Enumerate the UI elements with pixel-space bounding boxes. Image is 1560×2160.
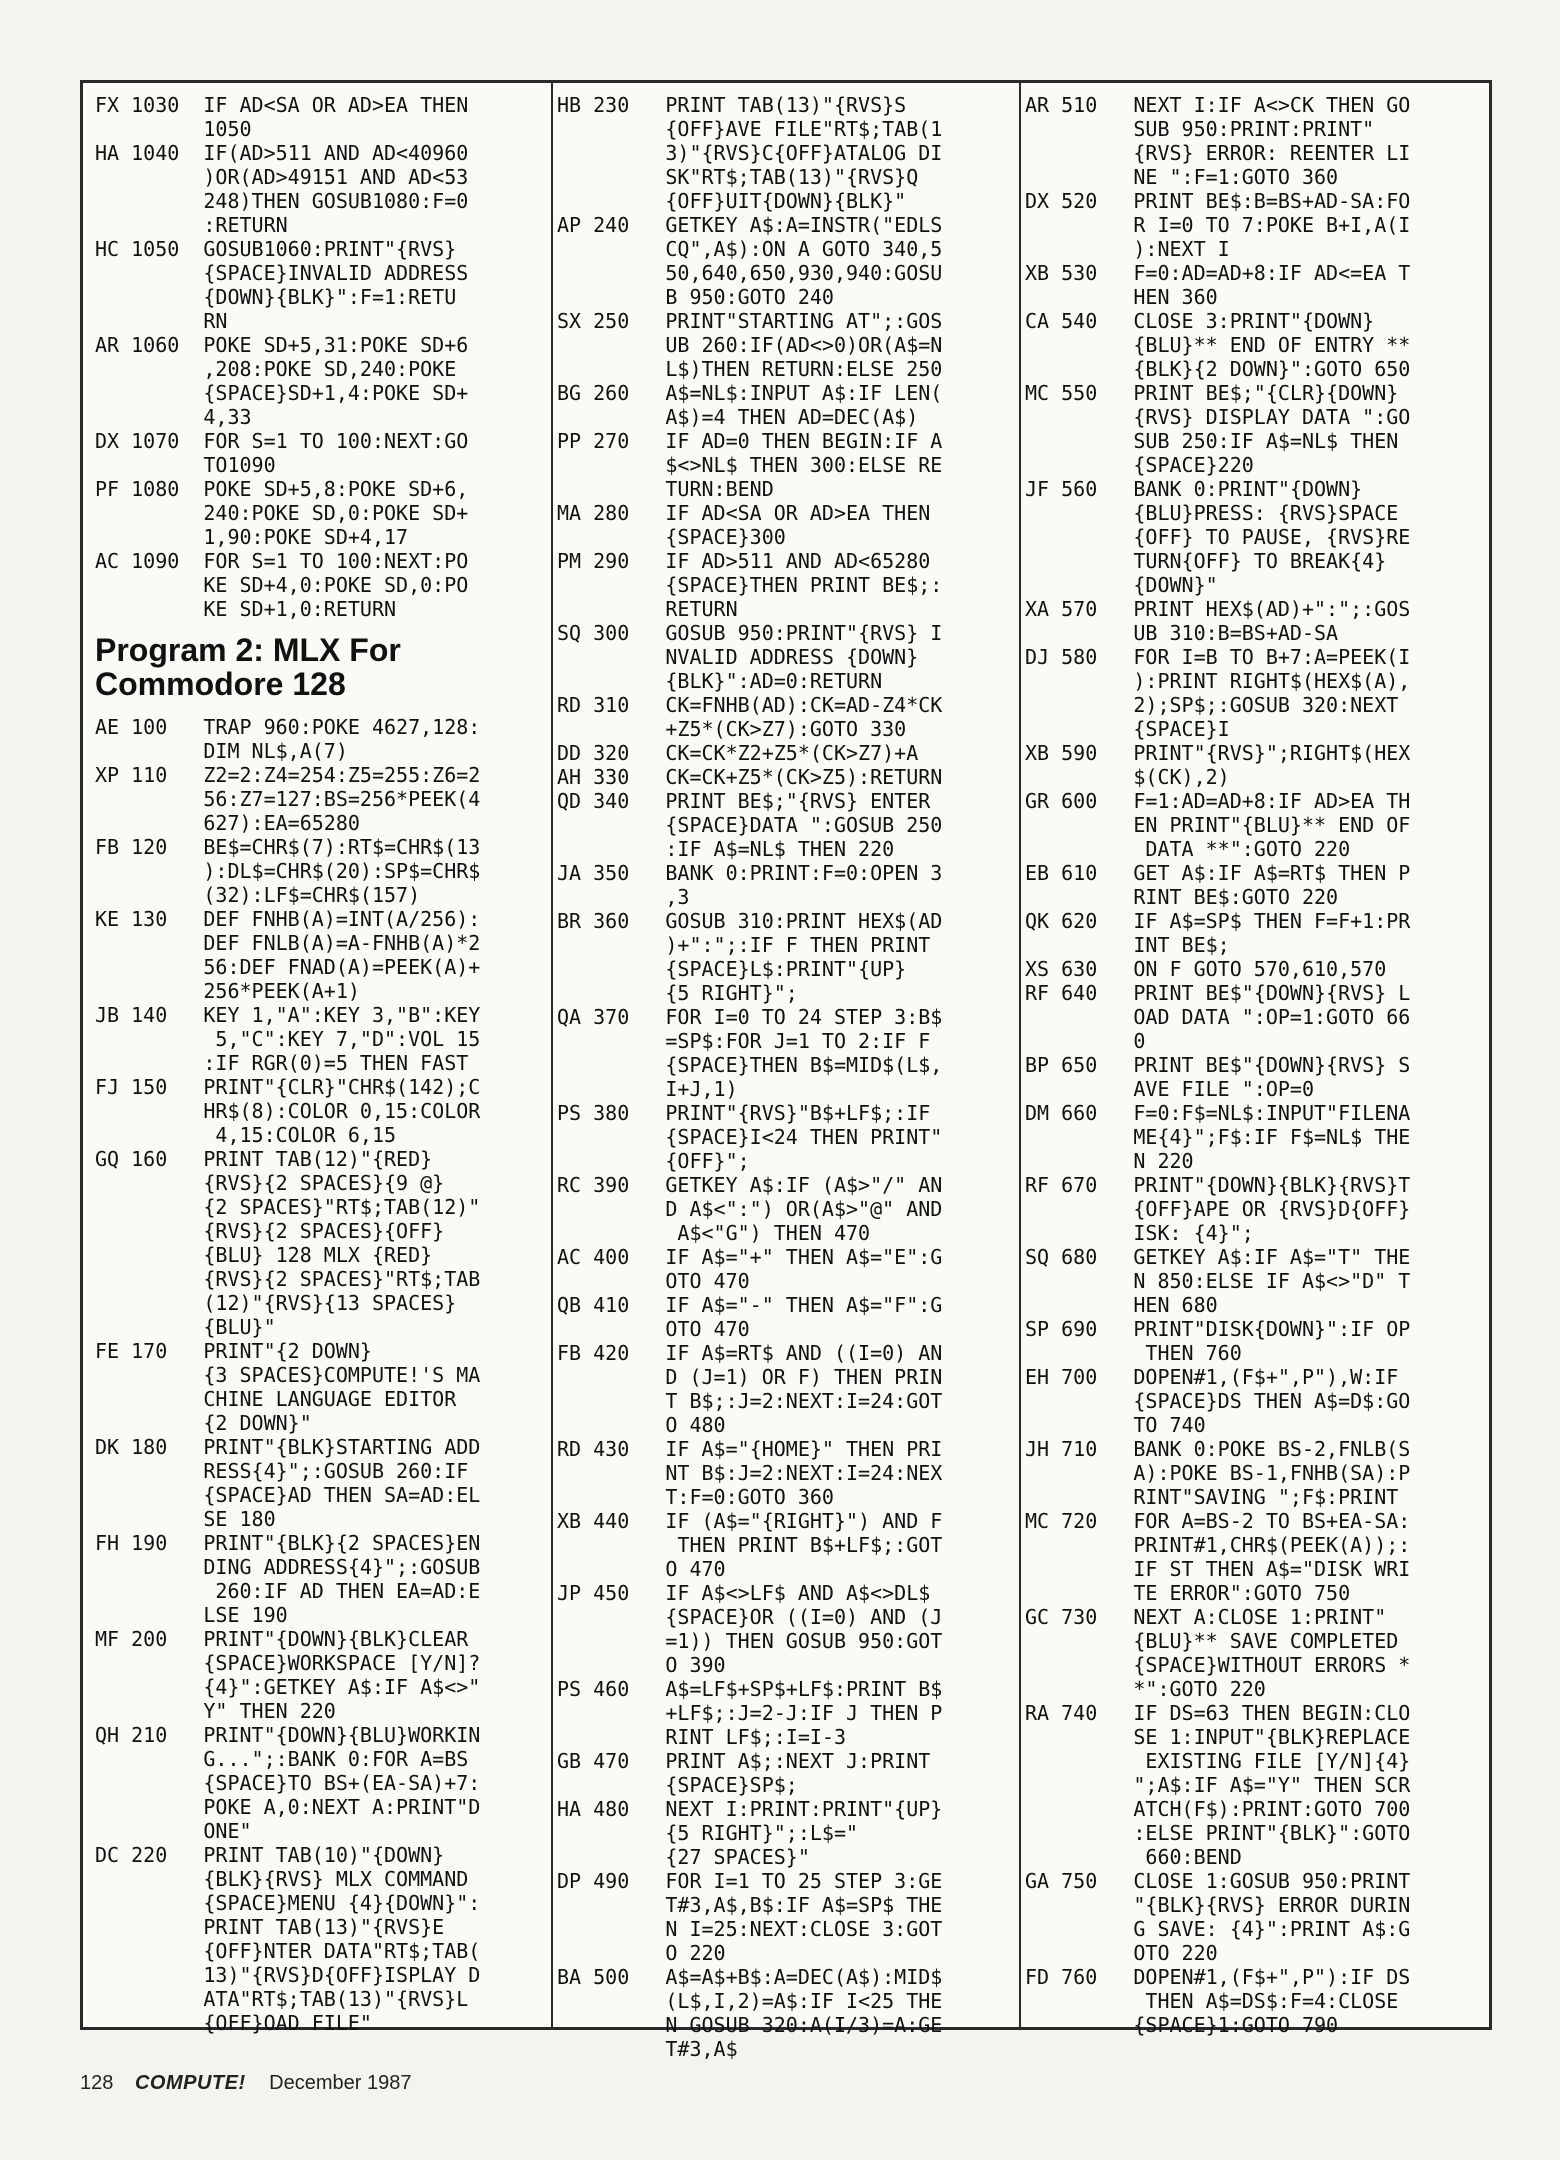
code-line: ONE"	[95, 1819, 252, 1843]
code-line: RF 640 PRINT BE$"{DOWN}{RVS} L	[1025, 981, 1411, 1005]
code-line: {OFF}NTER DATA"RT$;TAB(	[95, 1939, 481, 1963]
code-line: PP 270 IF AD=0 THEN BEGIN:IF A	[557, 429, 943, 453]
column-divider-1	[551, 83, 553, 2027]
code-line: {RVS} DISPLAY DATA ":GO	[1025, 405, 1411, 429]
code-line: OTO 220	[1025, 1941, 1218, 1965]
code-line: AH 330 CK=CK+Z5*(CK>Z5):RETURN	[557, 765, 943, 789]
code-line: HA 1040 IF(AD>511 AND AD<40960	[95, 141, 469, 165]
code-line: I+J,1)	[557, 1077, 738, 1101]
code-line: GC 730 NEXT A:CLOSE 1:PRINT"	[1025, 1605, 1387, 1629]
code-line: 256*PEEK(A+1)	[95, 979, 360, 1003]
code-line: O 220	[557, 1941, 726, 1965]
code-line: EXISTING FILE [Y/N]{4}	[1025, 1749, 1411, 1773]
code-line: SE 1:INPUT"{BLK}REPLACE	[1025, 1725, 1411, 1749]
code-line: FB 120 BE$=CHR$(7):RT$=CHR$(13	[95, 835, 481, 859]
code-line: A):POKE BS-1,FNHB(SA):P	[1025, 1461, 1411, 1485]
code-line: XA 570 PRINT HEX$(AD)+":";:GOS	[1025, 597, 1411, 621]
code-line: ,3	[557, 885, 690, 909]
code-line: SQ 300 GOSUB 950:PRINT"{RVS} I	[557, 621, 943, 645]
code-line: DEF FNLB(A)=A-FNHB(A)*2	[95, 931, 481, 955]
code-line: {BLU}** END OF ENTRY **	[1025, 333, 1411, 357]
code-line: {BLU}** SAVE COMPLETED	[1025, 1629, 1399, 1653]
code-line: GA 750 CLOSE 1:GOSUB 950:PRINT	[1025, 1869, 1411, 1893]
code-line: IF ST THEN A$="DISK WRI	[1025, 1557, 1411, 1581]
code-line: OTO 470	[557, 1317, 750, 1341]
code-line: 56:DEF FNAD(A)=PEEK(A)+	[95, 955, 481, 979]
code-line: {27 SPACES}"	[557, 1845, 810, 1869]
code-line: NVALID ADDRESS {DOWN}	[557, 645, 919, 669]
code-line: FB 420 IF A$=RT$ AND ((I=0) AN	[557, 1341, 943, 1365]
code-line: FD 760 DOPEN#1,(F$+",P"):IF DS	[1025, 1965, 1411, 1989]
code-line: HC 1050 GOSUB1060:PRINT"{RVS}	[95, 237, 457, 261]
code-line: BA 500 A$=A$+B$:A=DEC(A$):MID$	[557, 1965, 943, 1989]
code-line: D A$<":") OR(A$>"@" AND	[557, 1197, 943, 1221]
code-line: :RETURN	[95, 213, 288, 237]
code-line: DM 660 F=0:F$=NL$:INPUT"FILENA	[1025, 1101, 1411, 1125]
code-line: {2 SPACES}"RT$;TAB(12)"	[95, 1195, 481, 1219]
code-line: INT BE$;	[1025, 933, 1230, 957]
code-line: ISK: {4}";	[1025, 1221, 1254, 1245]
code-line: PRINT#1,CHR$(PEEK(A));:	[1025, 1533, 1411, 1557]
code-line: {SPACE}L$:PRINT"{UP}	[557, 957, 907, 981]
code-line: THEN A$=DS$:F=4:CLOSE	[1025, 1989, 1399, 2013]
code-line: {SPACE}WITHOUT ERRORS *	[1025, 1653, 1411, 1677]
code-line: PRINT TAB(13)"{RVS}E	[95, 1915, 445, 1939]
code-line: A$<"G") THEN 470	[557, 1221, 871, 1245]
code-line: POKE A,0:NEXT A:PRINT"D	[95, 1795, 481, 1819]
code-line: {RVS}{2 SPACES}{9 @}	[95, 1171, 445, 1195]
code-line: =SP$:FOR J=1 TO 2:IF F	[557, 1029, 931, 1053]
code-line: {SPACE}DATA ":GOSUB 250	[557, 813, 943, 837]
code-line: "{BLK}{RVS} ERROR DURIN	[1025, 1893, 1411, 1917]
code-line: {SPACE}300	[557, 525, 786, 549]
code-line: DC 220 PRINT TAB(10)"{DOWN}	[95, 1843, 445, 1867]
page-number: 128	[80, 2072, 114, 2094]
code-line: XB 590 PRINT"{RVS}";RIGHT$(HEX	[1025, 741, 1411, 765]
code-line: {SPACE}DS THEN A$=D$:GO	[1025, 1389, 1411, 1413]
code-line: (L$,I,2)=A$:IF I<25 THE	[557, 1989, 943, 2013]
code-line: 5,"C":KEY 7,"D":VOL 15	[95, 1027, 481, 1051]
code-line: {SPACE}THEN PRINT BE$;:	[557, 573, 943, 597]
code-line: QD 340 PRINT BE$;"{RVS} ENTER	[557, 789, 931, 813]
code-line: T#3,A$,B$:IF A$=SP$ THE	[557, 1893, 943, 1917]
code-line: FJ 150 PRINT"{CLR}"CHR$(142);C	[95, 1075, 481, 1099]
code-line: GB 470 PRINT A$;:NEXT J:PRINT	[557, 1749, 931, 1773]
listing-block-col2	[557, 93, 1017, 2061]
code-line: SK"RT$;TAB(13)"{RVS}Q	[557, 165, 919, 189]
code-line: AVE FILE ":OP=0	[1025, 1077, 1314, 1101]
code-line: +LF$;:J=2-J:IF J THEN P	[557, 1701, 943, 1725]
code-line: {5 RIGHT}";	[557, 981, 798, 1005]
code-line: 660:BEND	[1025, 1845, 1242, 1869]
listing-block-col3	[1025, 93, 1485, 2037]
code-line: O 470	[557, 1557, 726, 1581]
code-line: RA 740 IF DS=63 THEN BEGIN:CLO	[1025, 1701, 1411, 1725]
code-line: :ELSE PRINT"{BLK}":GOTO	[1025, 1821, 1411, 1845]
code-line: {4}":GETKEY A$:IF A$<>"	[95, 1675, 481, 1699]
code-line: AR 510 NEXT I:IF A<>CK THEN GO	[1025, 93, 1411, 117]
code-line: DX 1070 FOR S=1 TO 100:NEXT:GO	[95, 429, 469, 453]
code-line: SQ 680 GETKEY A$:IF A$="T" THE	[1025, 1245, 1411, 1269]
code-line: 240:POKE SD,0:POKE SD+	[95, 501, 469, 525]
code-line: XB 530 F=0:AD=AD+8:IF AD<=EA T	[1025, 261, 1411, 285]
code-line: G SAVE: {4}":PRINT A$:G	[1025, 1917, 1411, 1941]
code-line: {2 DOWN}"	[95, 1411, 312, 1435]
code-line: (12)"{RVS}{13 SPACES}	[95, 1291, 457, 1315]
code-line: {BLU}PRESS: {RVS}SPACE	[1025, 501, 1399, 525]
code-line: RD 430 IF A$="{HOME}" THEN PRI	[557, 1437, 943, 1461]
code-line: {SPACE}AD THEN SA=AD:EL	[95, 1483, 481, 1507]
code-line: JH 710 BANK 0:POKE BS-2,FNLB(S	[1025, 1437, 1411, 1461]
code-line: BR 360 GOSUB 310:PRINT HEX$(AD	[557, 909, 943, 933]
code-line: FH 190 PRINT"{BLK}{2 SPACES}EN	[95, 1531, 481, 1555]
code-line: {DOWN}"	[1025, 573, 1218, 597]
column-2	[557, 93, 1017, 2061]
code-line: T B$;:J=2:NEXT:I=24:GOT	[557, 1389, 943, 1413]
code-line: NE ":F=1:GOTO 360	[1025, 165, 1339, 189]
code-line: TE ERROR":GOTO 750	[1025, 1581, 1351, 1605]
code-line: RESS{4}";:GOSUB 260:IF	[95, 1459, 469, 1483]
code-line: N 850:ELSE IF A$<>"D" T	[1025, 1269, 1411, 1293]
heading-line: Commodore 128	[95, 666, 346, 702]
code-line: CQ",A$):ON A GOTO 340,5	[557, 237, 943, 261]
code-line: DX 520 PRINT BE$:B=BS+AD-SA:FO	[1025, 189, 1411, 213]
heading-line: Program 2: MLX For	[95, 632, 401, 668]
code-line: {BLK}{RVS} MLX COMMAND	[95, 1867, 469, 1891]
code-line: AR 1060 POKE SD+5,31:POKE SD+6	[95, 333, 469, 357]
code-line: {BLK}":AD=0:RETURN	[557, 669, 883, 693]
code-line: 627):EA=65280	[95, 811, 360, 835]
code-line: RC 390 GETKEY A$:IF (A$>"/" AN	[557, 1173, 943, 1197]
code-line: D (J=1) OR F) THEN PRIN	[557, 1365, 943, 1389]
code-line: :IF RGR(0)=5 THEN FAST	[95, 1051, 469, 1075]
code-line: DIM NL$,A(7)	[95, 739, 348, 763]
code-line: TO1090	[95, 453, 276, 477]
code-line: UB 260:IF(AD<>0)OR(A$=N	[557, 333, 943, 357]
code-line: ";A$:IF A$="Y" THEN SCR	[1025, 1773, 1411, 1797]
code-line: 1050	[95, 117, 252, 141]
code-line: +Z5*(CK>Z7):GOTO 330	[557, 717, 907, 741]
code-line: G...";:BANK 0:FOR A=BS	[95, 1747, 469, 1771]
code-line: RINT"SAVING ";F$:PRINT	[1025, 1485, 1399, 1509]
code-line: ATA"RT$;TAB(13)"{RVS}L	[95, 1987, 469, 2011]
code-line: SUB 950:PRINT:PRINT"	[1025, 117, 1375, 141]
code-line: EB 610 GET A$:IF A$=RT$ THEN P	[1025, 861, 1411, 885]
code-line: HA 480 NEXT I:PRINT:PRINT"{UP}	[557, 1797, 943, 1821]
code-line: ,208:POKE SD,240:POKE	[95, 357, 457, 381]
code-line: RINT BE$:GOTO 220	[1025, 885, 1339, 909]
code-line: {RVS}{2 SPACES}{OFF}	[95, 1219, 445, 1243]
code-line: THEN 760	[1025, 1341, 1242, 1365]
code-line: {SPACE}SP$;	[557, 1773, 798, 1797]
code-line: {SPACE}MENU {4}{DOWN}":	[95, 1891, 481, 1915]
code-line: {SPACE}I<24 THEN PRINT"	[557, 1125, 943, 1149]
code-line: CA 540 CLOSE 3:PRINT"{DOWN}	[1025, 309, 1375, 333]
code-line: {DOWN}{BLK}":F=1:RETU	[95, 285, 457, 309]
code-line: AC 400 IF A$="+" THEN A$="E":G	[557, 1245, 943, 1269]
code-line: $<>NL$ THEN 300:ELSE RE	[557, 453, 943, 477]
code-line: L$)THEN RETURN:ELSE 250	[557, 357, 943, 381]
code-line: MF 200 PRINT"{DOWN}{BLK}CLEAR	[95, 1627, 469, 1651]
code-line: {BLK}{2 DOWN}":GOTO 650	[1025, 357, 1411, 381]
code-line: AE 100 TRAP 960:POKE 4627,128:	[95, 715, 481, 739]
code-line: {SPACE}INVALID ADDRESS	[95, 261, 469, 285]
code-line: LSE 190	[95, 1603, 288, 1627]
code-line: {SPACE}220	[1025, 453, 1254, 477]
code-line: DP 490 FOR I=1 TO 25 STEP 3:GE	[557, 1869, 943, 1893]
code-line: TURN{OFF} TO BREAK{4}	[1025, 549, 1387, 573]
column-divider-2	[1019, 83, 1021, 2027]
code-line: XB 440 IF (A$="{RIGHT}") AND F	[557, 1509, 943, 1533]
code-line: EH 700 DOPEN#1,(F$+",P"),W:IF	[1025, 1365, 1399, 1389]
code-line: PS 380 PRINT"{RVS}"B$+LF$;:IF	[557, 1101, 931, 1125]
code-line: ):DL$=CHR$(20):SP$=CHR$	[95, 859, 481, 883]
listing-block-program2-start	[95, 715, 550, 2035]
code-line: MC 550 PRINT BE$;"{CLR}{DOWN}	[1025, 381, 1399, 405]
listing-block-program1-end	[95, 93, 550, 621]
code-line: DING ADDRESS{4}";:GOSUB	[95, 1555, 481, 1579]
code-line: MA 280 IF AD<SA OR AD>EA THEN	[557, 501, 931, 525]
code-line: PF 1080 POKE SD+5,8:POKE SD+6,	[95, 477, 469, 501]
code-line: 56:Z7=127:BS=256*PEEK(4	[95, 787, 481, 811]
code-line: =1)) THEN GOSUB 950:GOT	[557, 1629, 943, 1653]
code-line: BG 260 A$=NL$:INPUT A$:IF LEN(	[557, 381, 943, 405]
code-line: O 390	[557, 1653, 726, 1677]
code-line: {RVS} ERROR: REENTER LI	[1025, 141, 1411, 165]
code-line: DD 320 CK=CK*Z2+Z5*(CK>Z7)+A	[557, 741, 919, 765]
code-line: RETURN	[557, 597, 738, 621]
code-line: PS 460 A$=LF$+SP$+LF$:PRINT B$	[557, 1677, 943, 1701]
code-line: 13)"{RVS}D{OFF}ISPLAY D	[95, 1963, 481, 1987]
code-line: {5 RIGHT}";:L$="	[557, 1821, 859, 1845]
code-line: 0	[1025, 1029, 1146, 1053]
code-line: HB 230 PRINT TAB(13)"{RVS}S	[557, 93, 907, 117]
column-3	[1025, 93, 1485, 2037]
code-line: MC 720 FOR A=BS-2 TO BS+EA-SA:	[1025, 1509, 1411, 1533]
code-line: {BLU}"	[95, 1315, 276, 1339]
code-line: EN PRINT"{BLU}** END OF	[1025, 813, 1411, 837]
code-line: 2);SP$;:GOSUB 320:NEXT	[1025, 693, 1399, 717]
code-line: QA 370 FOR I=0 TO 24 STEP 3:B$	[557, 1005, 943, 1029]
code-line: T:F=0:GOTO 360	[557, 1485, 834, 1509]
code-line: HR$(8):COLOR 0,15:COLOR	[95, 1099, 481, 1123]
code-line: A$)=4 THEN AD=DEC(A$)	[557, 405, 919, 429]
code-line: QH 210 PRINT"{DOWN}{BLU}WORKIN	[95, 1723, 481, 1747]
code-line: TURN:BEND	[557, 477, 774, 501]
code-line: {SPACE}I	[1025, 717, 1230, 741]
code-line: RD 310 CK=FNHB(AD):CK=AD-Z4*CK	[557, 693, 943, 717]
code-line: RF 670 PRINT"{DOWN}{BLK}{RVS}T	[1025, 1173, 1411, 1197]
code-line: {SPACE}TO BS+(EA-SA)+7:	[95, 1771, 481, 1795]
code-line: JB 140 KEY 1,"A":KEY 3,"B":KEY	[95, 1003, 481, 1027]
code-line: KE SD+1,0:RETURN	[95, 597, 397, 621]
code-line: JP 450 IF A$<>LF$ AND A$<>DL$	[557, 1581, 931, 1605]
code-line: 4,15:COLOR 6,15	[95, 1123, 397, 1147]
code-line: ):NEXT I	[1025, 237, 1230, 261]
code-line: GR 600 F=1:AD=AD+8:IF AD>EA TH	[1025, 789, 1411, 813]
code-line: RINT LF$;:I=I-3	[557, 1725, 846, 1749]
code-line: {SPACE}WORKSPACE [Y/N]?	[95, 1651, 481, 1675]
code-line: N GOSUB 320:A(I/3)=A:GE	[557, 2013, 943, 2037]
code-line: SX 250 PRINT"STARTING AT";:GOS	[557, 309, 943, 333]
code-line: N I=25:NEXT:CLOSE 3:GOT	[557, 1917, 943, 1941]
code-line: KE SD+4,0:POKE SD,0:PO	[95, 573, 469, 597]
code-line: {SPACE}THEN B$=MID$(L$,	[557, 1053, 943, 1077]
code-line: {RVS}{2 SPACES}"RT$;TAB	[95, 1267, 481, 1291]
code-line: DJ 580 FOR I=B TO B+7:A=PEEK(I	[1025, 645, 1411, 669]
page-footer	[80, 2072, 411, 2095]
code-line: RN	[95, 309, 228, 333]
code-line: NT B$:J=2:NEXT:I=24:NEX	[557, 1461, 943, 1485]
code-line: :IF A$=NL$ THEN 220	[557, 837, 895, 861]
code-line: 3)"{RVS}C{OFF}ATALOG DI	[557, 141, 943, 165]
code-line: GQ 160 PRINT TAB(12)"{RED}	[95, 1147, 433, 1171]
code-line: PM 290 IF AD>511 AND AD<65280	[557, 549, 931, 573]
code-line: OAD DATA ":OP=1:GOTO 66	[1025, 1005, 1411, 1029]
code-line: O 480	[557, 1413, 726, 1437]
code-line: SE 180	[95, 1507, 276, 1531]
code-line: DK 180 PRINT"{BLK}STARTING ADD	[95, 1435, 481, 1459]
code-line: DATA **":GOTO 220	[1025, 837, 1351, 861]
code-line: XP 110 Z2=2:Z4=254:Z5=255:Z6=2	[95, 763, 481, 787]
code-line: SUB 250:IF A$=NL$ THEN	[1025, 429, 1399, 453]
code-line: XS 630 ON F GOTO 570,610,570	[1025, 957, 1387, 981]
code-line: {OFF}UIT{DOWN}{BLK}"	[557, 189, 907, 213]
code-line: T#3,A$	[557, 2037, 738, 2061]
magazine-name: COMPUTE!	[134, 2072, 246, 2094]
issue-date: December 1987	[269, 2072, 412, 2094]
code-line: )+":";:IF F THEN PRINT	[557, 933, 931, 957]
code-line: )OR(AD>49151 AND AD<53	[95, 165, 469, 189]
code-line: SP 690 PRINT"DISK{DOWN}":IF OP	[1025, 1317, 1411, 1341]
code-line: Y" THEN 220	[95, 1699, 336, 1723]
code-line: KE 130 DEF FNHB(A)=INT(A/256):	[95, 907, 481, 931]
code-line: N 220	[1025, 1149, 1194, 1173]
code-line: TO 740	[1025, 1413, 1206, 1437]
code-line: JA 350 BANK 0:PRINT:F=0:OPEN 3	[557, 861, 943, 885]
code-line: {3 SPACES}COMPUTE!'S MA	[95, 1363, 481, 1387]
code-line: $(CK),2)	[1025, 765, 1230, 789]
code-line: *":GOTO 220	[1025, 1677, 1266, 1701]
code-line: QB 410 IF A$="-" THEN A$="F":G	[557, 1293, 943, 1317]
code-line: FE 170 PRINT"{2 DOWN}	[95, 1339, 372, 1363]
code-line: ATCH(F$):PRINT:GOTO 700	[1025, 1797, 1411, 1821]
code-line: BP 650 PRINT BE$"{DOWN}{RVS} S	[1025, 1053, 1411, 1077]
code-line: {OFF} TO PAUSE, {RVS}RE	[1025, 525, 1411, 549]
code-line: {OFF}OAD FILE"	[95, 2011, 372, 2035]
code-line: ME{4}";F$:IF F$=NL$ THE	[1025, 1125, 1411, 1149]
code-line: {BLU} 128 MLX {RED}	[95, 1243, 433, 1267]
code-line: UB 310:B=BS+AD-SA	[1025, 621, 1339, 645]
code-line: {SPACE}OR ((I=0) AND (J	[557, 1605, 943, 1629]
code-line: {SPACE}SD+1,4:POKE SD+	[95, 381, 469, 405]
code-line: {OFF}AVE FILE"RT$;TAB(1	[557, 117, 943, 141]
code-line: (32):LF$=CHR$(157)	[95, 883, 421, 907]
code-line: HEN 360	[1025, 285, 1218, 309]
code-line: AC 1090 FOR S=1 TO 100:NEXT:PO	[95, 549, 469, 573]
program-2-heading	[95, 633, 550, 701]
code-line: HEN 680	[1025, 1293, 1218, 1317]
code-line: FX 1030 IF AD<SA OR AD>EA THEN	[95, 93, 469, 117]
code-line: JF 560 BANK 0:PRINT"{DOWN}	[1025, 477, 1363, 501]
code-line: OTO 470	[557, 1269, 750, 1293]
code-line: 1,90:POKE SD+4,17	[95, 525, 409, 549]
code-line: 248)THEN GOSUB1080:F=0	[95, 189, 469, 213]
code-line: 50,640,650,930,940:GOSU	[557, 261, 943, 285]
code-line: QK 620 IF A$=SP$ THEN F=F+1:PR	[1025, 909, 1411, 933]
column-1	[95, 93, 550, 2035]
code-line: AP 240 GETKEY A$:A=INSTR("EDLS	[557, 213, 943, 237]
code-line: B 950:GOTO 240	[557, 285, 834, 309]
code-line: ):PRINT RIGHT$(HEX$(A),	[1025, 669, 1411, 693]
code-line: 260:IF AD THEN EA=AD:E	[95, 1579, 481, 1603]
code-line: R I=0 TO 7:POKE B+I,A(I	[1025, 213, 1411, 237]
code-line: 4,33	[95, 405, 252, 429]
code-line: THEN PRINT B$+LF$;:GOT	[557, 1533, 943, 1557]
code-line: {OFF}APE OR {RVS}D{OFF}	[1025, 1197, 1411, 1221]
code-line: {SPACE}1:GOTO 790	[1025, 2013, 1339, 2037]
page-frame	[80, 80, 1492, 2061]
code-line: CHINE LANGUAGE EDITOR	[95, 1387, 457, 1411]
code-line: {OFF}";	[557, 1149, 750, 1173]
